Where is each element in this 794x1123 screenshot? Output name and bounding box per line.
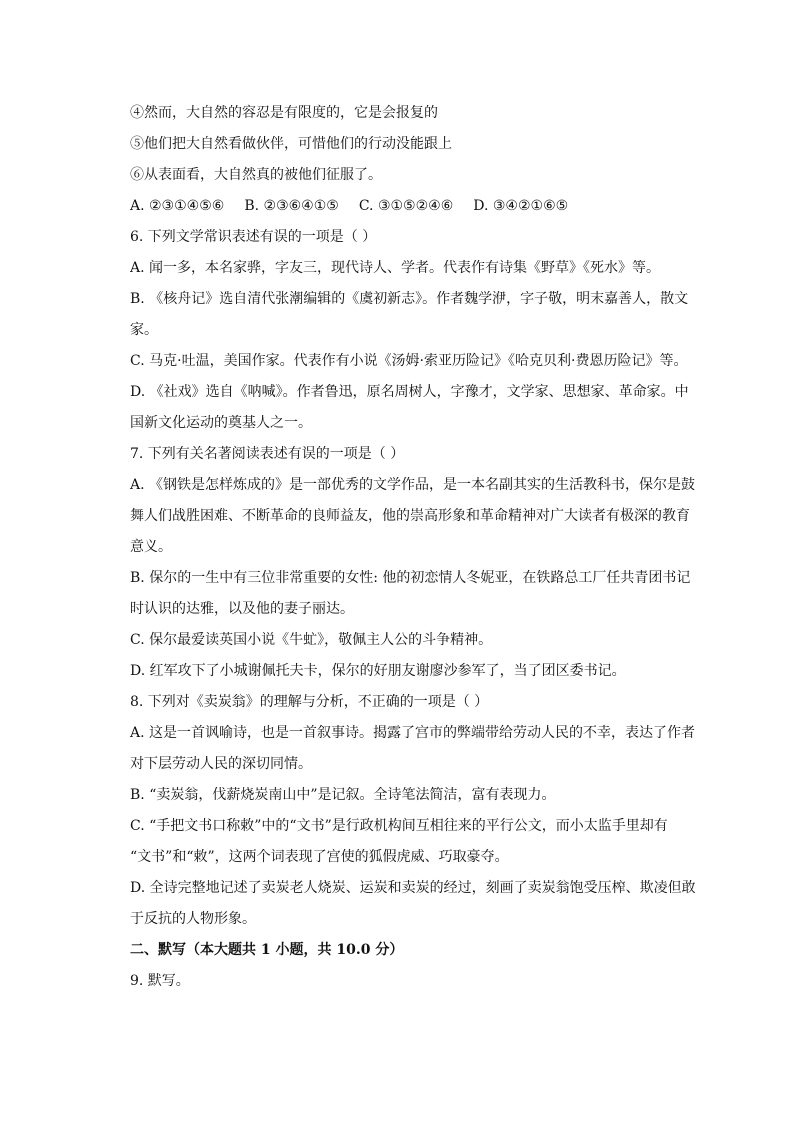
answer-options-q5: [130, 197, 700, 215]
question-8-option-d-cont: 于反抗的人物形象。: [130, 911, 256, 927]
question-8-stem: 8. 下列对《卖炭翁》的理解与分析，不正确的一项是（ ）: [130, 694, 489, 710]
question-7-option-b: B. 保尔的一生中有三位非常重要的女性: 他的初恋情人冬妮亚，在铁路总工厂任共青团书记: [130, 570, 691, 586]
question-7-option-a-cont2: 意义。: [130, 539, 172, 555]
question-6-stem: 6. 下列文学常识表述有误的一项是（ ）: [130, 229, 377, 245]
question-6-option-d-cont: 国新文化运动的奠基人之一。: [130, 415, 312, 431]
question-8-option-c: C. “手把文书口称敕”中的“文书”是行政机构间互相往来的平行公文，而小太监手里却有: [130, 818, 668, 834]
question-6-option-d: D. 《社戏》选自《呐喊》。作者鲁迅，原名周树人，字豫才，文学家、思想家、革命家。中: [130, 384, 689, 400]
question-7-stem: 7. 下列有关名著阅读表述有误的一项是（ ）: [130, 446, 405, 462]
question-6-option-c: C. 马克·吐温，美国作家。代表作有小说《汤姆·索亚历险记》《哈克贝利·费恩历险记》等。: [130, 353, 688, 369]
question-8-option-a-cont: 对下层劳动人民的深切同情。: [130, 756, 312, 772]
question-6-option-b: B. 《核舟记》选自清代张潮编辑的《虞初新志》。作者魏学洢，字子敬，明末嘉善人，散文: [130, 291, 689, 307]
question-7-option-c: C. 保尔最爱读英国小说《牛虻》，敬佩主人公的斗争精神。: [130, 632, 493, 648]
option-d: D. ③④②①⑥⑤: [473, 198, 569, 214]
question-8-option-d: D. 全诗完整地记述了卖炭老人烧炭、运炭和卖炭的经过，刻画了卖炭翁饱受压榨、欺凌但敢: [130, 880, 696, 896]
section-2-heading: 二、默写（本大题共 1 小题，共 10.0 分）: [130, 942, 404, 958]
sentence-item-5: ⑤他们把大自然看做伙伴，可惜他们的行动没能跟上: [130, 136, 452, 152]
sentence-item-6: ⑥从表面看，大自然真的被他们征服了。: [130, 167, 382, 183]
sentence-item-4: ④然而，大自然的容忍是有限度的，它是会报复的: [130, 105, 438, 121]
option-b: B. ②③⑥④①⑤: [244, 198, 339, 214]
question-7-option-a: A. 《钢铁是怎样炼成的》是一部优秀的文学作品，是一本名副其实的生活教科书，保尔是鼓: [130, 477, 696, 493]
option-a: A. ②③①④⑤⑥: [130, 198, 225, 214]
question-7-option-b-cont: 时认识的达雅，以及他的妻子丽达。: [130, 601, 354, 617]
question-8-option-c-cont: “文书”和“敕”，这两个词表现了宫使的狐假虎威、巧取豪夺。: [130, 849, 509, 865]
option-c: C. ③①⑤②④⑥: [358, 198, 454, 214]
question-6-option-b-cont: 家。: [130, 322, 158, 338]
question-7-option-a-cont: 舞人们战胜困难、不断革命的良师益友，他的崇高形象和革命精神对广大读者有极深的教育: [130, 508, 690, 524]
question-8-option-b: B. “卖炭翁，伐薪烧炭南山中”是记叙。全诗笔法简洁，富有表现力。: [130, 787, 556, 803]
question-6-option-a: A. 闻一多，本名家骅，字友三，现代诗人、学者。代表作有诗集《野草》《死水》等。: [130, 260, 661, 276]
question-9-stem: 9. 默写。: [130, 973, 190, 989]
question-8-option-a: A. 这是一首讽喻诗，也是一首叙事诗。揭露了宫市的弊端带给劳动人民的不幸，表达了作者: [130, 725, 696, 741]
question-7-option-d: D. 红军攻下了小城谢佩托夫卡，保尔的好朋友谢廖沙参军了，当了团区委书记。: [130, 663, 626, 679]
